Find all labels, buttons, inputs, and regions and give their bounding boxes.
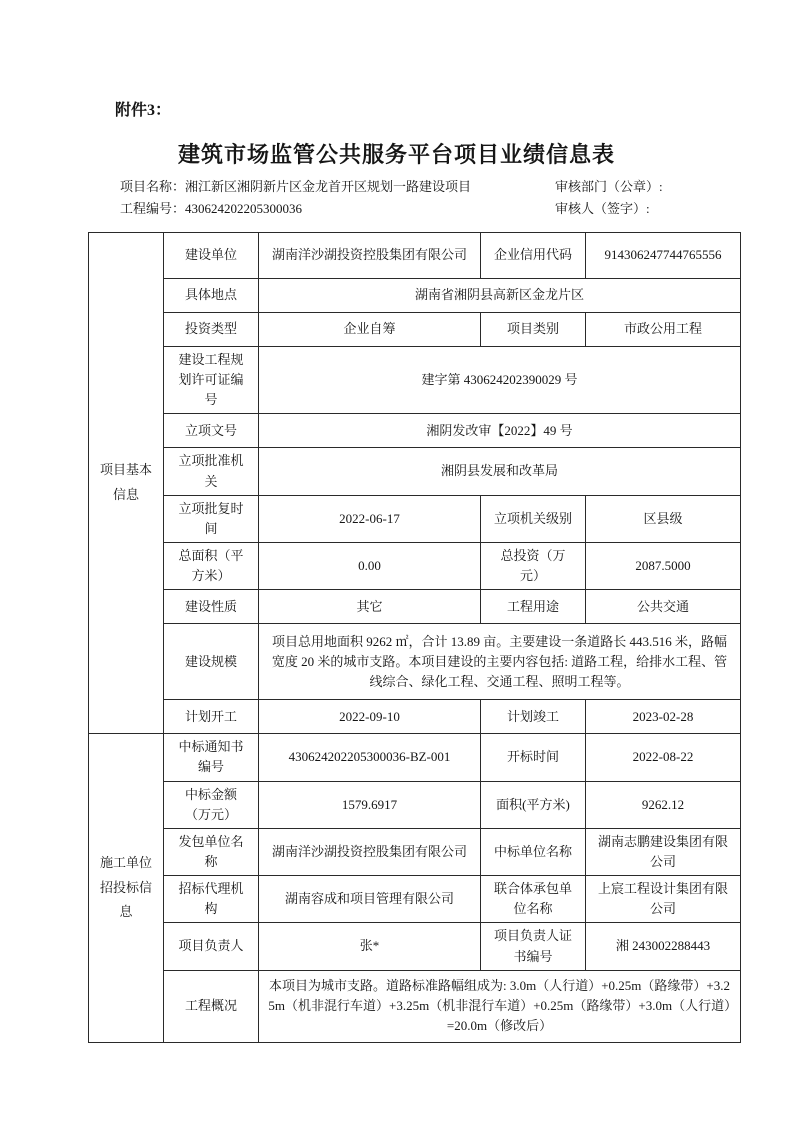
project-category-value: 市政公用工程 (586, 313, 741, 347)
approval-org-label: 立项批准机关 (164, 448, 259, 495)
total-area-label: 总面积（平方米） (164, 542, 259, 589)
project-manager-label: 项目负责人 (164, 923, 259, 970)
total-investment-label: 总投资（万元） (481, 542, 586, 589)
table-row (89, 448, 741, 495)
agency-value: 湖南容成和项目管理有限公司 (259, 876, 481, 923)
table-row (89, 414, 741, 448)
total-area-value: 0.00 (259, 542, 481, 589)
planning-permit-value: 建字第 430624202390029 号 (259, 347, 741, 414)
project-name-value: 湘江新区湘阴新片区金龙首开区规划一路建设项目 (185, 179, 472, 194)
employer-value: 湖南洋沙湖投资控股集团有限公司 (259, 828, 481, 875)
meta-row-project-name (120, 176, 740, 198)
document-title: 建筑市场监管公共服务平台项目业绩信息表 (177, 142, 615, 167)
section-bidding-info: 施工单位招投标信息 (89, 734, 164, 1042)
org-level-label: 立项机关级别 (481, 495, 586, 542)
table-row (89, 495, 741, 542)
table-row (89, 828, 741, 875)
table-row (89, 590, 741, 624)
plan-start-label: 计划开工 (164, 700, 259, 734)
auditor-label: 审核人（签字）: (555, 201, 650, 216)
location-value: 湖南省湘阴县高新区金龙片区 (259, 279, 741, 313)
table-row (89, 233, 741, 279)
award-notice-value: 430624202205300036-BZ-001 (259, 734, 481, 781)
approval-org-value: 湘阴县发展和改革局 (259, 448, 741, 495)
open-date-value: 2022-08-22 (586, 734, 741, 781)
section-basic-info: 项目基本信息 (89, 233, 164, 734)
location-label: 具体地点 (164, 279, 259, 313)
plan-start-value: 2022-09-10 (259, 700, 481, 734)
bid-area-value: 9262.12 (586, 781, 741, 828)
winner-label: 中标单位名称 (481, 828, 586, 875)
table-row (89, 279, 741, 313)
construction-nature-label: 建设性质 (164, 590, 259, 624)
table-row (89, 876, 741, 923)
manager-cert-value: 湘 243002288443 (586, 923, 741, 970)
planning-permit-label: 建设工程规划许可证编号 (164, 347, 259, 414)
credit-code-value: 914306247744765556 (586, 233, 741, 279)
scale-label: 建设规模 (164, 624, 259, 700)
employer-label: 发包单位名称 (164, 828, 259, 875)
org-level-value: 区县级 (586, 495, 741, 542)
table-row (89, 347, 741, 414)
project-info-table (88, 232, 741, 1043)
approval-date-label: 立项批复时间 (164, 495, 259, 542)
winner-value: 湖南志鹏建设集团有限公司 (586, 828, 741, 875)
table-row (89, 313, 741, 347)
award-amount-value: 1579.6917 (259, 781, 481, 828)
attachment-label: 附件3： (115, 102, 172, 119)
scale-value: 项目总用地面积 9262 ㎡，合计 13.89 亩。主要建设一条道路长 443.516 米，路幅宽度 20 米的城市支路。本项目建设的主要内容包括: 道路工程，给排水工程、管线综合、绿化工程、交通工程、照明工程等。 (259, 624, 741, 700)
table-row (89, 542, 741, 589)
approval-date-value: 2022-06-17 (259, 495, 481, 542)
credit-code-label: 企业信用代码 (481, 233, 586, 279)
award-amount-label: 中标金额（万元） (164, 781, 259, 828)
total-investment-value: 2087.5000 (586, 542, 741, 589)
document-meta (120, 176, 740, 220)
award-notice-label: 中标通知书编号 (164, 734, 259, 781)
plan-finish-value: 2023-02-28 (586, 700, 741, 734)
construction-unit-value: 湖南洋沙湖投资控股集团有限公司 (259, 233, 481, 279)
project-category-label: 项目类别 (481, 313, 586, 347)
project-code-value: 430624202205300036 (185, 201, 303, 216)
construction-nature-value: 其它 (259, 590, 481, 624)
table-row (89, 734, 741, 781)
open-date-label: 开标时间 (481, 734, 586, 781)
table-row (89, 700, 741, 734)
agency-label: 招标代理机构 (164, 876, 259, 923)
project-code-line (120, 198, 555, 220)
project-manager-value: 张* (259, 923, 481, 970)
investment-type-value: 企业自筹 (259, 313, 481, 347)
consortium-value: 上宸工程设计集团有限公司 (586, 876, 741, 923)
usage-value: 公共交通 (586, 590, 741, 624)
construction-unit-label: 建设单位 (164, 233, 259, 279)
project-code-label: 工程编号： (120, 201, 186, 216)
plan-finish-label: 计划竣工 (481, 700, 586, 734)
meta-row-project-code (120, 198, 740, 220)
overview-value: 本项目为城市支路。道路标准路幅组成为: 3.0m（人行道）+0.25m（路缘带）+3.25m（机非混行车道）+3.25m（机非混行车道）+0.25m（路缘带）+3.0m（人行道）=20.0m（修改后） (259, 970, 741, 1042)
bid-area-label: 面积(平方米) (481, 781, 586, 828)
table-row (89, 781, 741, 828)
project-name-line (120, 176, 555, 198)
approval-doc-label: 立项文号 (164, 414, 259, 448)
manager-cert-label: 项目负责人证书编号 (481, 923, 586, 970)
usage-label: 工程用途 (481, 590, 586, 624)
audit-dept-label: 审核部门（公章）: (555, 179, 663, 194)
consortium-label: 联合体承包单位名称 (481, 876, 586, 923)
approval-doc-value: 湘阴发改审【2022】49 号 (259, 414, 741, 448)
investment-type-label: 投资类型 (164, 313, 259, 347)
table-row (89, 970, 741, 1042)
table-row (89, 923, 741, 970)
project-name-label: 项目名称： (120, 179, 186, 194)
overview-label: 工程概况 (164, 970, 259, 1042)
table-row (89, 624, 741, 700)
